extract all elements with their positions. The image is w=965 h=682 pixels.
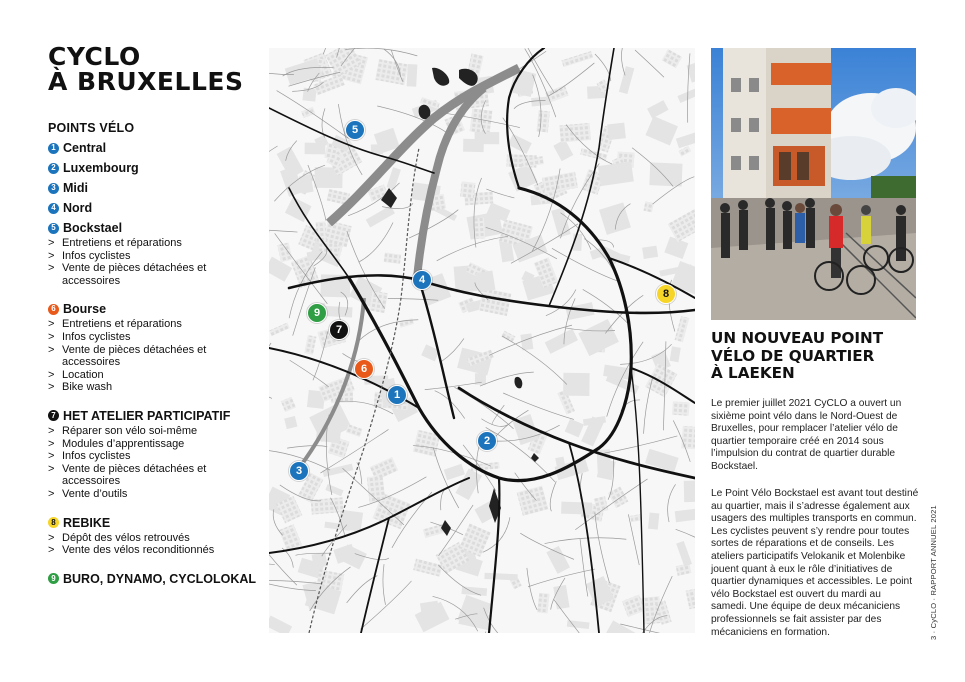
legend-item-row [48,300,263,318]
legend-item-2 [48,159,263,177]
legend-number-badge: 5 [48,223,59,234]
legend-detail: > Infos cyclistes [48,250,263,263]
bockstael-photo [711,48,916,320]
legend-number-badge: 6 [48,304,59,315]
legend-number-badge: 9 [48,573,59,584]
map-marker-5[interactable]: 5 [345,120,365,140]
article-paragraph-2: Le Point Vélo Bockstael est avant tout destiné au quartier, mais il s’adresse également aux usagers des multiples transports en commun. Les cyclistes peuvent s’y rendre pour toutes sortes de réparations et de conseils. Les ateliers participatifs Velokanik et Molenbike jouent quant à eux le rôle d’initiatives de quartier dynamiques et accessibles. Le point vélo Bockstael est ouvert du mardi au samedi. Une équipe de deux mécaniciens professionnels se fait assister par des mécaniciens en formation. [711,488,919,638]
legend-item-name: BURO, DYNAMO, CYCLOLOKAL [63,571,257,586]
map-marker-3[interactable]: 3 [289,461,309,481]
legend-detail: > Dépôt des vélos retrouvés [48,532,263,545]
legend-detail: > Entretiens et réparations [48,237,263,250]
headline-line-3: À LAEKEN [711,364,795,382]
legend-item-9 [48,570,263,588]
legend-detail-list [48,532,263,557]
legend-item-1 [48,139,263,157]
legend-detail-list [48,237,263,287]
legend-item-8 [48,514,263,568]
legend-detail: > Vente de pièces détachées et accessoires [48,344,263,369]
legend-item-row [48,219,263,237]
legend-detail: > Vente de pièces détachées et accessoires [48,262,263,287]
legend-detail: > Vente de pièces détachées et accessoires [48,463,263,488]
legend-number-badge: 8 [48,517,59,528]
map-marker-1[interactable]: 1 [387,385,407,405]
legend-detail: > Réparer son vélo soi-même [48,425,263,438]
legend-item-row [48,407,263,425]
legend-detail-list [48,425,263,501]
headline-line-2: VÉLO DE QUARTIER [711,346,875,365]
legend-item-name: Midi [63,181,88,195]
legend-item-row [48,159,263,177]
article-paragraph-1: Le premier juillet 2021 CyCLO a ouvert un sixième point vélo dans le Nord-Ouest de Bruxelles, pour remplacer l’atelier vélo de quartier temporaire créé en 2014 sous l’impulsion du contrat de quartier durable Bockstael. [711,398,902,472]
legend-heading: POINTS VÉLO [48,121,135,135]
page-footer: 3 · CyCLO · RAPPORT ANNUEL 2021 [929,505,938,640]
article-headline [711,330,921,383]
points-velo-legend [48,121,263,590]
page-title [48,44,243,94]
legend-detail: > Vente d’outils [48,488,263,501]
legend-list [48,139,263,588]
photo-illustration [711,48,916,320]
legend-item-5 [48,219,263,298]
street-map [269,48,695,633]
bruxelles-map [269,48,695,633]
legend-number-badge: 1 [48,143,59,154]
legend-item-3 [48,179,263,197]
legend-number-badge: 3 [48,183,59,194]
legend-item-4 [48,199,263,217]
legend-item-row [48,139,263,157]
legend-item-name: Bockstael [63,221,123,235]
map-marker-9[interactable]: 9 [307,303,327,323]
legend-item-name: Central [63,141,107,155]
title-line-1: CYCLO [48,42,141,71]
legend-item-name: Bourse [63,302,107,317]
legend-number-badge: 7 [48,410,59,421]
legend-item-row [48,514,263,532]
legend-item-name: Luxembourg [63,161,139,175]
legend-item-name: REBIKE [63,515,111,530]
legend-item-row [48,199,263,217]
legend-detail: > Entretiens et réparations [48,318,263,331]
legend-detail: > Vente des vélos reconditionnés [48,544,263,557]
map-marker-6[interactable]: 6 [354,359,374,379]
legend-detail: > Location [48,369,263,382]
map-marker-7[interactable]: 7 [329,320,349,340]
legend-number-badge: 2 [48,163,59,174]
legend-number-badge: 4 [48,203,59,214]
legend-detail: > Infos cyclistes [48,450,263,463]
legend-detail: > Infos cyclistes [48,331,263,344]
legend-item-name: Nord [63,201,93,215]
title-line-2: À BRUXELLES [48,67,244,96]
legend-item-row [48,570,263,588]
legend-detail: > Bike wash [48,381,263,394]
legend-item-6 [48,300,263,405]
legend-detail: > Modules d’apprentissage [48,438,263,451]
map-marker-4[interactable]: 4 [412,270,432,290]
map-marker-8[interactable]: 8 [656,284,676,304]
legend-item-row [48,179,263,197]
headline-line-1: UN NOUVEAU POINT [711,329,884,347]
legend-item-7 [48,407,263,512]
legend-item-name: HET ATELIER PARTICIPATIF [63,408,231,423]
map-marker-2[interactable]: 2 [477,431,497,451]
legend-detail-list [48,318,263,394]
